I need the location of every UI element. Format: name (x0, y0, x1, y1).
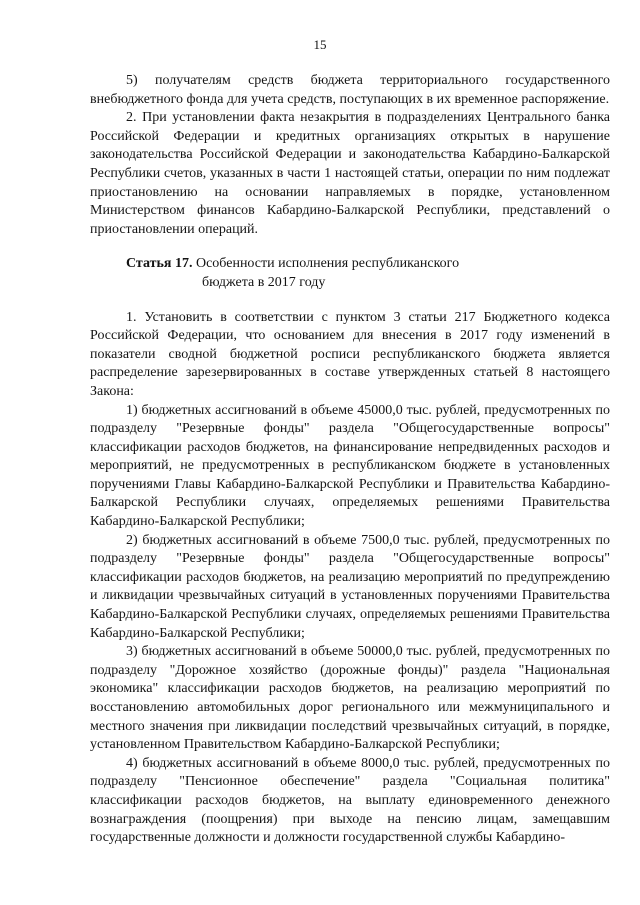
document-body (90, 72, 610, 848)
article-title-line1: Особенности исполнения республиканского (195, 256, 460, 272)
article-label: Статья 17. (126, 256, 193, 272)
article-title-line2: бюджета в 2017 году (202, 274, 326, 290)
paragraph-item-3: 3) бюджетных ассигнований в объеме 50000,0 тыс. рублей, предусмотренных по подразделу "Дорожное хозяйство (дорожные фонды)" раздела "Национальная экономика" классификации расходов бюджетов, на реализацию мероприятий по восстановлению автомобильных дорог регионального или межмуниципального и местного значения при ликвидации последствий чрезвычайных ситуаций, в порядке, установленном Правительством Кабардино-Балкарской Республики; (90, 644, 610, 753)
paragraph-item-1: 1) бюджетных ассигнований в объеме 45000,0 тыс. рублей, предусмотренных по подразделу "Резервные фонды" раздела "Общегосударственные вопросы" классификации расходов бюджетов, на финансирование непредвиденных расходов и мероприятий, не предусмотренных в республиканском бюджете в установленных поручениями Главы Кабардино-Балкарской Республики и Правительства Кабардино-Балкарской Республики случаях, определяемых решениями Правительства Кабардино-Балкарской Республики; (90, 402, 610, 530)
paragraph-part-1: 1. Установить в соответствии с пунктом 3 статьи 217 Бюджетного кодекса Российской Федерации, что основанием для внесения в 2017 году изменений в показатели сводной бюджетной росписи республиканского бюджета является распределение зарезервированных в составе утвержденных статьей 8 настоящего Закона: (90, 309, 610, 399)
paragraph-item-2: 2) бюджетных ассигнований в объеме 7500,0 тыс. рублей, предусмотренных по подразделу "Резервные фонды" раздела "Общегосударственные вопросы" классификации расходов бюджетов, на реализацию мероприятий по предупреждению и ликвидации чрезвычайных ситуаций в установленных поручениями Правительства Кабардино-Балкарской Республики случаях, определяемых решениями Правительства Кабардино-Балкарской Республики; (90, 532, 610, 641)
article-heading (90, 255, 610, 292)
paragraph-part-2: 2. При установлении факта незакрытия в подразделениях Центрального банка Российской Федерации и кредитных организациях открытых в нарушение законодательства Российской Федерации и законодательства Кабардино-Балкарской Республики счетов, указанных в части 1 настоящей статьи, операции по ним подлежат приостановлению на основании направляемых в порядке, установленном Министерством финансов Кабардино-Балкарской Республики, представлений о приостановлении операций. (90, 110, 610, 237)
paragraph-item-5: 5) получателям средств бюджета территориального государственного внебюджетного фонда для учета средств, поступающих в их временное распоряжение. (90, 73, 610, 107)
page-number: 15 (313, 37, 327, 52)
paragraph-item-4: 4) бюджетных ассигнований в объеме 8000,0 тыс. рублей, предусмотренных по подразделу "Пенсионное обеспечение" раздела "Социальная политика" классификации расходов бюджетов, на выплату единовременного денежного вознаграждения (поощрения) при выходе на пенсию лицам, замещавшим государственные должности и должности государственной службы Кабардино- (90, 755, 610, 846)
